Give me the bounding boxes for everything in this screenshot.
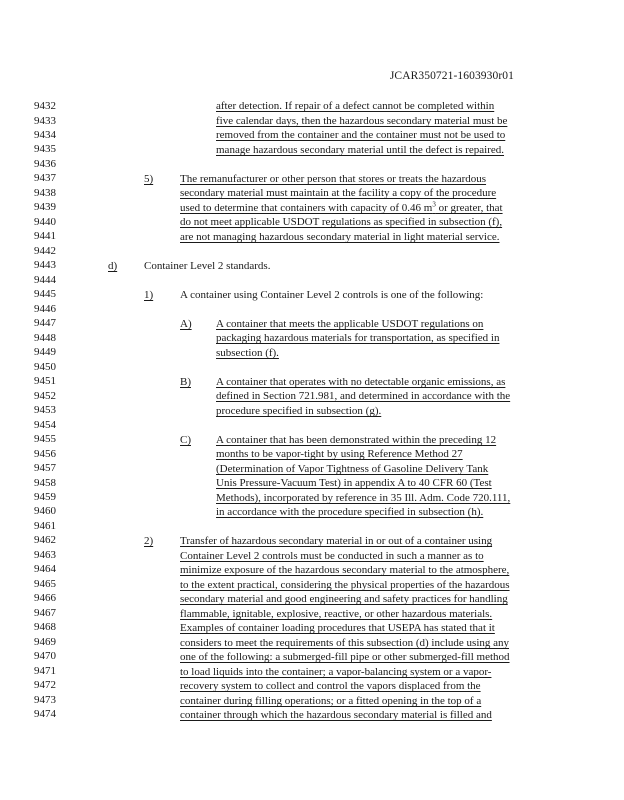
text-line: considers to meet the requirements of this subsection (d) include using any — [180, 637, 510, 649]
line-number: 9436 — [34, 157, 56, 170]
superscript: 3 — [432, 200, 436, 209]
text-fragment: used to determine that containers with capacity of 0.46 m — [180, 202, 433, 214]
line-number: 9469 — [34, 635, 56, 648]
item-label: C) — [180, 434, 191, 446]
line-number: 9454 — [34, 418, 56, 431]
line-number: 9464 — [34, 563, 56, 576]
line-number: 9459 — [34, 491, 56, 503]
text-line: secondary material and good engineering and safety practices for handling — [180, 593, 508, 605]
line-number: 9462 — [34, 534, 56, 547]
line-number: 9438 — [34, 186, 56, 199]
line-number: 9474 — [34, 708, 56, 721]
text-line: procedure specified in subsection (g). — [216, 405, 382, 417]
text-line: Examples of container loading procedures that USEPA has stated that it — [180, 622, 495, 634]
text-line: flammable, ignitable, explosive, reactive, or other hazardous materials. — [180, 608, 493, 620]
text-line: Unis Pressure-Vacuum Test) in appendix A to 40 CFR 60 (Test — [216, 477, 492, 489]
line-number: 9448 — [34, 331, 56, 344]
text-fragment: or greater, that — [435, 202, 503, 214]
text-line: to load liquids into the container; a vapor-balancing system or a vapor- — [180, 666, 492, 678]
item-label: A) — [180, 318, 192, 330]
text-line: one of the following: a submerged-fill pipe or other submerged-fill method — [180, 651, 510, 663]
text-line: A container using Container Level 2 controls is one of the following: — [180, 289, 484, 301]
line-number: 9456 — [34, 447, 56, 460]
line-number: 9467 — [34, 606, 56, 619]
text-line: defined in Section 721.981, and determined in accordance with the — [216, 390, 511, 402]
line-number: 9455 — [34, 433, 56, 445]
line-number: 9443 — [34, 259, 56, 272]
text-line: five calendar days, then the hazardous secondary material must be — [216, 115, 508, 127]
line-number: 9453 — [34, 404, 56, 417]
line-number: 9457 — [34, 462, 56, 474]
line-number: 9458 — [34, 476, 56, 489]
line-number: 9450 — [34, 360, 56, 373]
line-number: 9440 — [34, 215, 56, 228]
text-line: A container that operates with no detectable organic emissions, as — [216, 376, 506, 388]
text-line: Container Level 2 controls must be conducted in such a manner as to — [180, 550, 484, 562]
text-line: A container that meets the applicable USDOT regulations on — [216, 318, 484, 330]
document-id: JCAR350721-1603930r01 — [389, 70, 514, 82]
text-line: (Determination of Vapor Tightness of Gasoline Delivery Tank — [216, 463, 489, 475]
line-number: 9466 — [34, 592, 56, 605]
line-number: 9471 — [34, 664, 56, 677]
line-number: 9460 — [34, 505, 56, 518]
line-number: 9444 — [34, 273, 56, 286]
text-line: removed from the container and the container must not be used to — [216, 129, 506, 141]
text-line: Methods), incorporated by reference in 35 Ill. Adm. Code 720.111, — [216, 492, 511, 504]
line-number: 9434 — [34, 129, 56, 141]
text-line: container during filling operations; or a fitted opening in the top of a — [180, 695, 482, 707]
text-line: secondary material must maintain at the facility a copy of the procedure — [180, 187, 497, 199]
line-number: 9470 — [34, 650, 56, 663]
text-line: minimize exposure of the hazardous secondary material to the atmosphere, — [180, 564, 510, 576]
line-number: 9439 — [34, 201, 56, 214]
text-line: in accordance with the procedure specified in subsection (h). — [216, 506, 484, 518]
text-line: manage hazardous secondary material until the defect is repaired. — [216, 144, 505, 156]
line-number: 9473 — [34, 693, 56, 706]
item-label: 2) — [144, 535, 154, 547]
line-number: 9435 — [34, 143, 56, 156]
line-number: 9449 — [34, 346, 56, 359]
line-number: 9442 — [34, 244, 56, 257]
line-number: 9441 — [34, 230, 56, 243]
line-number: 9451 — [34, 375, 56, 388]
text-line: The remanufacturer or other person that stores or treats the hazardous — [180, 173, 487, 185]
line-number: 9445 — [34, 288, 56, 301]
line-number: 9446 — [34, 302, 56, 315]
line-number: 9468 — [34, 621, 56, 634]
text-line: packaging hazardous materials for transportation, as specified in — [216, 332, 500, 344]
item-label: 1) — [144, 289, 154, 301]
item-label: d) — [108, 260, 118, 272]
line-number: 9447 — [34, 317, 56, 330]
line-number: 9432 — [34, 100, 56, 112]
text-line: A container that has been demonstrated within the preceding 12 — [216, 434, 497, 446]
text-line: container through which the hazardous secondary material is filled and — [180, 709, 492, 721]
line-number: 9472 — [34, 679, 56, 692]
text-line: do not meet applicable USDOT regulations as specified in subsection (f), — [180, 216, 503, 228]
line-number: 9465 — [34, 577, 56, 590]
text-line: recovery system to collect and control the vapors displaced from the — [180, 680, 481, 692]
item-label: 5) — [144, 173, 154, 185]
line-number: 9437 — [34, 172, 56, 185]
section-heading: Container Level 2 standards. — [144, 260, 271, 272]
line-number: 9463 — [34, 548, 56, 561]
item-label: B) — [180, 376, 191, 388]
text-line: to the extent practical, considering the physical properties of the hazardous — [180, 579, 510, 591]
text-line: are not managing hazardous secondary material in light material service. — [180, 231, 500, 243]
text-line: months to be vapor-tight by using Reference Method 27 — [216, 448, 463, 460]
text-line: subsection (f). — [216, 347, 279, 359]
text-line: Transfer of hazardous secondary material in or out of a container using — [180, 535, 493, 547]
text-line — [180, 202, 503, 215]
line-number: 9433 — [34, 114, 56, 127]
text-line: after detection. If repair of a defect cannot be completed within — [216, 100, 495, 112]
line-number: 9452 — [34, 389, 56, 402]
line-number: 9461 — [34, 519, 56, 532]
